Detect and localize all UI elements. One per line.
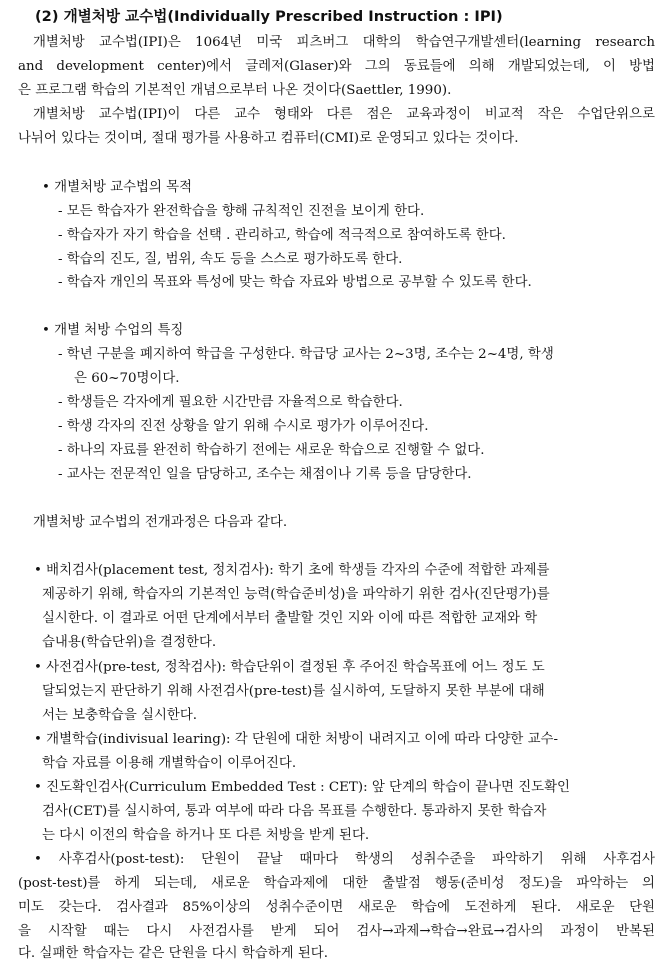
process-line: 학습 자료를 이용해 개별학습이 이루어진다. [42, 756, 297, 771]
process-line: 달되었는지 판단하기 위해 사전검사(pre-test)를 실시하여, 도달하지 못한 부분에 대해 [42, 684, 545, 699]
process-line: 는 다시 이전의 학습을 하거나 또 다른 처방을 받게 된다. [42, 828, 370, 843]
process-line: • 사전검사(pre-test, 정착검사): 학습단위이 결정된 후 주어진 학습목표에 어느 정도 도 [34, 660, 545, 675]
intro-line: and development center)에서 글레저(Glaser)와 그의 동료들에 의해 개발되었는데, 이 방법 [18, 59, 655, 74]
intro-line: 개별처방 교수법(IPI)이 다른 교수 형태와 다른 점은 교육과정이 비교적 작은 수업단위으로 [33, 107, 655, 122]
process-line: 을 시작할 때는 다시 사전검사를 받게 되어 검사→과제→학습→완료→검사의 과정이 반복된 [18, 924, 655, 939]
features-heading: • 개별 처방 수업의 특징 [42, 323, 184, 338]
process-line: 실시한다. 이 결과로 어떤 단계에서부터 출발할 것인 지와 이에 따른 적합한 교재와 학 [42, 611, 538, 626]
process-line: • 배치검사(placement test, 정치검사): 학기 초에 학생들 각자의 수준에 적합한 과제를 [34, 563, 550, 578]
features-item: - 학생들은 각자에게 필요한 시간만큼 자율적으로 학습한다. [58, 395, 403, 410]
goals-item: - 학습자가 자기 학습을 선택 . 관리하고, 학습에 적극적으로 참여하도록 한다. [58, 228, 506, 243]
features-item: - 학년 구분을 폐지하여 학급을 구성한다. 학급당 교사는 2~3명, 조수는 2~4명, 학생 [58, 347, 554, 362]
process-line: 제공하기 위해, 학습자의 기본적인 능력(학습준비성)을 파악하기 위한 검사(진단평가)를 [42, 587, 550, 602]
intro-line: 개별처방 교수법(IPI)은 1064년 미국 피츠버그 대학의 학습연구개발센터(learning research [33, 35, 655, 50]
process-line: 다. 실패한 학습자는 같은 단원을 다시 학습하게 된다. [18, 946, 328, 961]
process-line: 검사(CET)를 실시하여, 통과 여부에 따라 다음 목표를 수행한다. 통과하지 못한 학습자 [42, 804, 547, 819]
features-item: 은 60~70명이다. [74, 371, 180, 386]
intro-line: 은 프로그램 학습의 기본적인 개념으로부터 나온 것이다(Saettler, 1990). [18, 83, 452, 98]
section-title: (2) 개별처방 교수법(Individually Prescribed Instruction : IPI) [35, 8, 503, 25]
process-line: (post-test)를 하게 되는데, 새로운 학습과제에 대한 출발점 행동(준비성 정도)을 파악하는 의 [18, 876, 655, 891]
goals-item: - 학습자 개인의 목표와 특성에 맞는 학습 자료와 방법으로 공부할 수 있도록 한다. [58, 275, 532, 290]
goals-heading: • 개별처방 교수법의 목적 [42, 180, 193, 195]
process-intro: 개별처방 교수법의 전개과정은 다음과 같다. [33, 515, 288, 530]
process-line: • 개별학습(indivisual learing): 각 단원에 대한 처방이 내려지고 이에 따라 다양한 교수- [34, 732, 558, 747]
process-line: 서는 보충학습을 실시한다. [42, 708, 198, 723]
goals-item: - 모든 학습자가 완전학습을 향해 규칙적인 진전을 보이게 한다. [58, 204, 425, 219]
process-line: • 진도확인검사(Curriculum Embedded Test : CET): 앞 단계의 학습이 끝나면 진도확인 [34, 780, 570, 795]
features-item: - 하나의 자료를 완전히 학습하기 전에는 새로운 학습으로 진행할 수 없다. [58, 443, 485, 458]
process-line: 습내용(학습단위)을 결정한다. [42, 635, 217, 650]
process-line: • 사후검사(post-test): 단원이 끝날 때마다 학생의 성취수준을 파악하기 위해 사후검사 [34, 852, 655, 867]
process-line: 미도 갖는다. 검사결과 85%이상의 성취수준이면 새로운 학습에 도전하게 된다. 새로운 단원 [18, 900, 655, 915]
intro-line: 나뉘어 있다는 것이며, 절대 평가를 사용하고 컴퓨터(CMI)로 운영되고 있다는 것이다. [18, 131, 519, 146]
goals-item: - 학습의 진도, 질, 범위, 속도 등을 스스로 평가하도록 한다. [58, 252, 403, 267]
features-item: - 교사는 전문적인 일을 담당하고, 조수는 채점이나 기록 등을 담당한다. [58, 467, 472, 482]
features-item: - 학생 각자의 진전 상황을 알기 위해 수시로 평가가 이루어진다. [58, 419, 429, 434]
